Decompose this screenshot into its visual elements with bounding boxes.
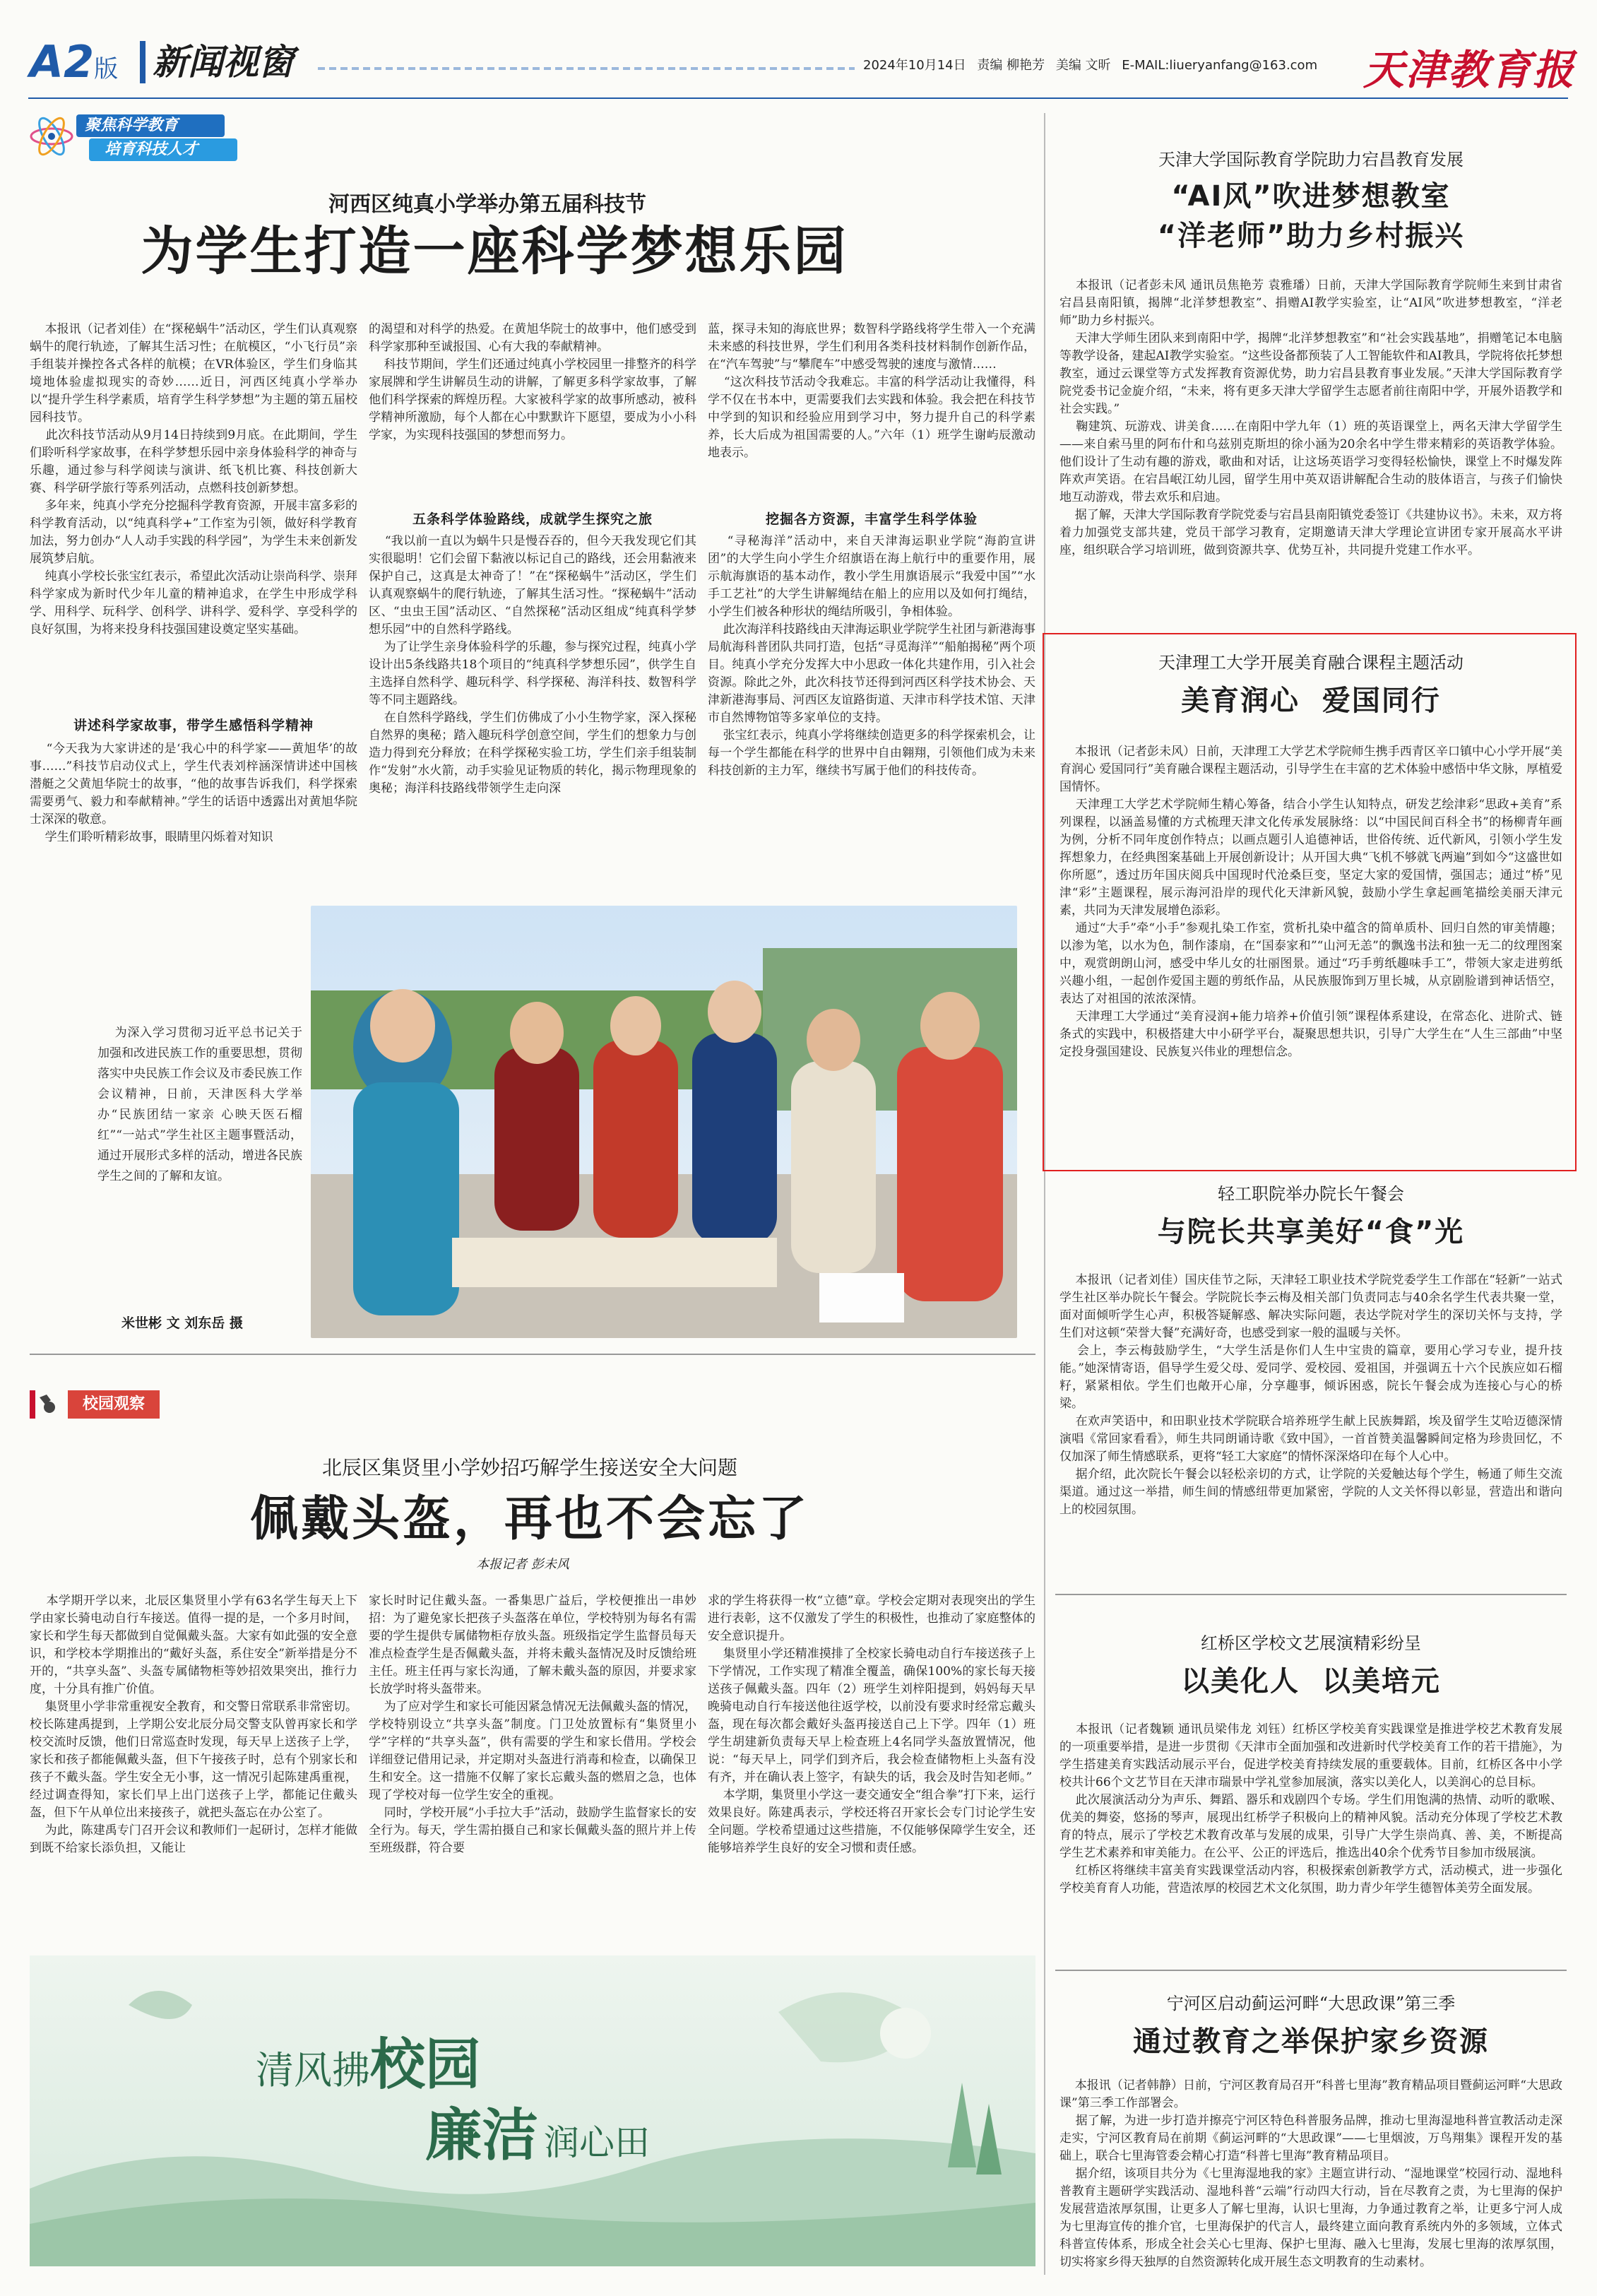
ad-line1: 清风拂校园 [256,2032,481,2097]
campus-kicker: 北辰区集贤里小学妙招巧解学生接送安全大问题 [321,1456,737,1479]
campus-col2: 家长时时记住戴头盔。一番集思广益后，学校便推出一串妙招：为了避免家长把孩子头盔落在单位，学校特别为每名有需要的学生提供专属储物柜存放头盔。班级指定学生监督员每天准点检查学生是否佩戴头盔，并将未戴头盔情况及时反馈给班主任。班主任再与家长沟通，了解未戴头盔的原因，并要求家长放学时将头盔带来。 为了应对学生和家长可能因紧急情况无法佩戴头盔的情况，学校特别设立“共享头盔”制度。门卫处放置标有“集贤里小学”字样的“共享头盔”，供有需要的学生和家长借用。学校会详细登记借用记录，并定期对头盔进行消毒和检查，以确保卫生和安全。这一措施不仅解了家长忘戴头盔的燃眉之急，也体现了学校对每一位学生安全的重视。 同时，学校开展“小手拉大手”活动，鼓励学生监督家长的安全行为。每天，学生需拍摄自己和家长佩戴头盔的照片并上传至班级群，符合要 [369,1594,696,1855]
lead-subhead-1: 讲述科学家故事，带学生感悟科学精神 [73,718,314,733]
right3-body: 本报讯（记者刘佳）国庆佳节之际，天津轻工职业技术学院党委学生工作部在“轻新”一站式学生社区举办院长午餐会。学院院长李云梅及相关部门负责同志与40余名学生代表共聚一堂，面对面倾听学生心声，积极答疑解惑、解决实际问题，表达学院对学生的深切关怀与支持，学生们对这顿“荣誉大餐”充满好奇，也感受到家一般的温暖与关怀。 会上，李云梅鼓励学生，“大学生活是你们人生中宝贵的篇章，要用心学习专业，提升技能。”她深情寄语，倡导学生爱父母、爱同学、爱校园、爱祖国，并强调五十六个民族应如石榴籽，紧紧相依。学生们也敞开心扉，分享趣事，倾诉困惑，院长午餐会成为连接心与心的桥梁。 在欢声笑语中，和田职业技术学院联合培养班学生献上民族舞蹈，埃及留学生艾哈迈德深情演唱《常回家看看》，师生共同朗诵诗歌《致中国》，一首首赞美温馨瞬间定格为珍贵回忆，不仅加深了师生情感联系，更将“轻工大家庭”的情怀深深烙印在每个人心中。 据介绍，此次院长午餐会以轻松亲切的方式，让学院的关爱触达每个学生，畅通了师生交流渠道。通过这一举措，师生间的情感纽带更加紧密，学院的人文关怀得以彰显，营造出和谐向上的校园氛围。 [1059,1273,1562,1517]
right2-kicker: 天津理工大学开展美育融合课程主题活动 [1158,653,1464,673]
campus-col1: 本学期开学以来，北辰区集贤里小学有63名学生每天上下学由家长骑电动自行车接送。值得一提的是，一个多月时间，家长和学生每天都做到自觉佩戴头盔。大家有如此强的安全意识，和学校本学期推出的“戴好头盔，系住安全”新举措是分不开的，“共享头盔”、头盔专属储物柜等妙招效果突出，推行力度，十分具有推广价值。 集贤里小学非常重视安全教育，和交警日常联系非常密切。校长陈建禹提到，上学期公安北辰分局交警支队曾再家长和学校交流时反馈，他们日常巡查时发现，每天早上送孩子上学，家长和孩子都能佩戴头盔，但下午接孩子时，总有个别家长和孩子不戴头盔。学生安全无小事，这一情况引起陈建禹重视，经过调查得知，家长们早上出门送孩子上学，都能记住戴头盔，但下午从单位出来接孩子，就把头盔忘在办公室了。 为此，陈建禹专门召开会议和教师们一起研讨，怎样才能做到既不给家长添负担，又能让 [30,1594,357,1855]
campus-tag-label: 校园观察 [68,1390,160,1419]
right4-headline: 以美化人 以美培元 [1181,1665,1441,1698]
section-name: 新闻视窗 [153,42,294,83]
paper-logo: 天津教育报 [1363,46,1576,94]
lead-col2b: “我以前一直以为蜗牛只是慢吞吞的，但今天我发现它们其实很聪明！它们会留下黏液以标记自己的路线，还会用黏液来保护自己，这真是太神奇了！”在“探秘蜗牛”活动区，学生们认真观察蜗牛的爬行轨迹，了解其生活习性。“探秘蜗牛”活动区、“虫虫王国”活动区、“自然探秘”活动区组成“纯真科学梦想乐园”中的自然科学路线。 为了让学生亲身体验科学的乐趣，参与探究过程，纯真小学设计出5条线路共18个项目的“纯真科学梦想乐园”，供学生自主选择自然科学、趣玩科学、科学探秘、海洋科技、数智科学等不同主题路线。 在自然科学路线，学生们仿佛成了小小生物学家，深入探秘自然界的奥秘；踏入趣玩科学创意空间，学生们的想象力与创造力得到充分释放；在科学探秘实验工坊，学生们亲手组装制作“发射”水火箭，动手实验见证物质的转化，揭示物理现象的奥秘；海洋科技路线带领学生走向深 [369,534,696,795]
lead-col1: 本报讯（记者刘佳）在“探秘蜗牛”活动区，学生们认真观察蜗牛的爬行轨迹，了解其生活习性；在航模区，“小飞行员”亲手组装并操控各式各样的航模；在VR体验区，学生们身临其境地体验虚拟现实的奇妙……近日，河西区纯真小学举办以“提升学生科学素质，培育学生科学梦想”为主题的第五届校园科技节。 此次科技节活动从9月14日持续到9月底。在此期间，学生们聆听科学家故事，在科学梦想乐园中亲身体验科学的神奇与乐趣，通过参与科学阅读与演讲、纸飞机比赛、科技创新大赛、科学研学旅行等系列活动，点燃科技创新梦想。 多年来，纯真小学充分挖掘科学教育资源，开展丰富多彩的科学教育活动，以“纯真科学+”工作室为引领，做好科学教育加法，努力创办“人人动手实践的科学园”，为学生未来创新发展筑梦启航。 纯真小学校长张宝红表示，希望此次活动让崇尚科学、崇拜科学家成为新时代少年儿童的精神追求，在学生中形成学科学、用科学、玩科学、创科学、讲科学、爱科学、享受科学的良好氛围，为将来投身科技强国建设奠定坚实基础。 [30,322,357,637]
lead-col3: 蓝，探寻未知的海底世界；数智科学路线将学生带入一个充满未来感的科技世界，学生们利用各类科技材料制作创新作品，在“汽车驾驶”与“攀爬车”中感受驾驶的速度与激情…… “这次科技节活动令我难忘。丰富的科学活动让我懂得，科学不仅在书本中，更需要我们去实践和体验。我会把在科技节中学到的知识和经验应用到学习中，努力提升自己的科学素养，长大后成为祖国需要的人。”六年（1）班学生谢屿辰激动地表示。 [708,322,1035,460]
photo-caption: 为深入学习贯彻习近平总书记关于加强和改进民族工作的重要思想，贯彻落实中央民族工作会议及市委民族工作会议精神，日前，天津医科大学举办“民族团结一家亲 心映天医石榴红”“一站式”学生社区主题事暨活动，通过开展形式多样的活动，增进各民族学生之间的了解和友谊。 [97,1026,302,1183]
right3-kicker: 轻工职院举办院长午餐会 [1218,1184,1404,1204]
page-number: A2版 [30,36,119,88]
masthead-info: 2024年10月14日 责编 柳艳芳 美编 文昕 E-MAIL:liueryanfang@163.com [863,58,1318,73]
photo-credit: 米世彬 文 刘东岳 摄 [121,1315,243,1331]
lead-headline: 为学生打造一座科学梦想乐园 [141,221,848,282]
atom-icon [28,113,75,160]
banner-line1: 聚焦科学教育 [76,114,225,137]
right5-body: 本报讯（记者韩静）日前，宁河区教育局召开“科普七里海”教育精品项目暨蓟运河畔“大思政课”第三季工作部署会。 据了解，为进一步打造并擦亮宁河区特色科普服务品牌，推动七里海湿地科普宣教活动走深走实，宁河区教育局在前期《蓟运河畔的“大思政课”——七里烟波，万鸟翔集》课程开发的基础上，联合七里海管委会精心打造“科普七里海”教育精品项目。 据介绍，该项目共分为《七里海湿地我的家》主题宣讲行动、“湿地课堂”校园行动、湿地科普教育主题研学实践活动、湿地科普“云端”行动四大行动，旨在尽教育之责，为七里海的保护发展营造浓厚氛围，让更多人了解七里海，认识七里海，力争通过教育之举，让更多宁河人成为七里海宣传的推介官，七里海保护的代言人，最终建立面向教育系统内外的多领域，立体式科普宣传体系，形成全社会关心七里海、保护七里海、融入七里海，发展七里海的浓厚氛围，切实将家乡得天独厚的自然资源转化成开展生态文明教育的生动素材。 [1059,2078,1562,2269]
lead-col3b: “寻秘海洋”活动中，来自天津海运职业学院“海韵宣讲团”的大学生向小学生介绍旗语在海上航行中的重要作用，展示航海旗语的基本动作，教小学生用旗语展示“我爱中国”“水手工艺社”的大学生讲解绳结在船上的应用以及如何打绳结，小学生们被各种形状的绳结所吸引，争相体验。 此次海洋科技路线由天津海运职业学院学生社团与新港海事局航海科普团队共同打造，包括“寻觅海洋”“船舶揭秘”两个项目。纯真小学充分发挥大中小思政一体化共建作用，引入社会资源。除此之外，此次科技节还得到河西区科学技术协会、天津新港海事局、河西区友谊路街道、天津市科学技术馆、天津市自然博物馆等多家单位的支持。 张宝红表示，纯真小学将继续创造更多的科学探索机会，让每一个学生都能在科学的世界中自由翱翔，引领他们成为未来科技创新的主力军，继续书写属于他们的科技传奇。 [708,534,1035,778]
lead-col2: 的渴望和对科学的热爱。在黄旭华院士的故事中，他们感受到科学家那种至诚报国、心有大我的奉献精神。 科技节期间，学生们还通过纯真小学校园里一排整齐的科学家展牌和学生讲解员生动的讲解，了解更多科学家故事，了解他们科学探索的辉煌历程。大家被科学家的故事所感动，被科学精神所激励，每个人都在心中默默许下愿望，要成为小小科学家，为实现科技强国的梦想而努力。 [369,322,696,442]
masthead-dots [318,67,855,70]
right5-headline: 通过教育之举保护家乡资源 [1133,2025,1489,2058]
divider-left [30,1354,1035,1355]
masthead-underline [28,97,1568,99]
right1-headline-1: “AI风”吹进梦想教室 [1171,180,1451,213]
topic-banner [28,112,233,162]
ad-line2: 廉洁 润心田 [425,2102,650,2168]
integrity-ad [30,1955,1035,2266]
right3-headline: 与院长共享美好“食”光 [1157,1216,1465,1248]
right2-body: 本报讯（记者彭未风）日前，天津理工大学艺术学院师生携手西青区辛口镇中心小学开展“美育润心 爱国同行”美育融合课程主题活动，引导学生在丰富的艺术体验中感悟中华文脉，厚植爱国情怀。 天津理工大学艺术学院师生精心筹备，结合小学生认知特点，研发艺绘津彩“思政+美育”系列课程，以涵盖易懂的方式梳理天津文化传承发展脉络：以“中国民间百科全书”的杨柳青年画为例，分析不同年度创作特点；以画点题引人追德神话，世俗传统、近代新风，引领小学生发挥想象力，在经典图案基础上开展创新设计；从开国大典“飞机不够就飞两遍”到如今“这盛世如你所愿”，透过历年国庆阅兵中国现时代沧桑巨变，坚定大家的爱国情，强国志；通过“桥”见津“彩”主题课程，展示海河沿岸的现代化天津新风貌，鼓励小学生拿起画笔描绘美丽天津元素，共同为天津发展增色添彩。 通过“大手”牵“小手”参观扎染工作室，赏析扎染中蕴含的简单质朴、回归自然的审美情趣；以渗为笔，以水为色，制作漆扇，在“国泰家和”“山河无恙”的飘逸书法和独一无二的纹理图案中，观赏朗朗山河，感受中华儿女的壮丽图景。通过“巧手剪纸趣味手工”，带领大家走进剪纸兴趣小组，一起创作爱国主题的剪纸作品，从民族服饰到万里长城，从京剧脸谱到神话悟空，表达了对祖国的浓浓深情。 天津理工大学通过“美育浸润+能力培养+价值引领”课程体系建设，在常态化、进阶式、链条式的实践中，积极搭建大中小研学平台，凝聚思想共识，引导广大学生在“人生三部曲”中坚定投身强国建设、民族复兴伟业的理想信念。 [1059,745,1562,1059]
lead-subhead-2: 五条科学体验路线，成就学生探究之旅 [412,511,653,527]
right1-kicker: 天津大学国际教育学院助力宕昌教育发展 [1158,150,1464,170]
masthead-divider [140,41,146,83]
campus-tag [30,1390,171,1419]
right1-body: 本报讯（记者彭未风 通讯员焦艳芳 袁雅璠）日前，天津大学国际教育学院师生来到甘肃省宕昌县南阳镇，揭牌“北洋梦想教室”、捐赠AI教学实验室，让“AI风”吹进梦想教室，“洋老师”助力乡村振兴。 天津大学师生团队来到南阳中学，揭牌“北洋梦想教室”和“社会实践基地”，捐赠笔记本电脑等教学设备，建起AI教学实验室。“这些设备都预装了人工智能软件和AI教具，学院将依托梦想教室，通过云课堂等方式发挥教育资源优势，助力宕昌县教育事业发展。”天津大学国际教育学院党委书记金旋介绍，“未来，将有更多天津大学留学生志愿者前往南阳中学，开展外语教学和社会实践。” 鞠建筑、玩游戏、讲美食……在南阳中学九年（1）班的英语课堂上，两名天津大学留学生——来自索马里的阿布什和乌兹别克斯坦的徐小涵为20余名中学生带来精彩的英语教学体验。他们设计了生动有趣的游戏，歌曲和对话，让这场英语学习变得轻松愉快，课堂上不时爆发阵阵欢声笑语。在宕昌岷江幼儿园，留学生用中英双语讲解配合生动的肢体语言，与孩子们愉快地互动游戏，带去欢乐和启迪。 据了解，天津大学国际教育学院党委与宕昌县南阳镇党委签订《共建协议书》。未来，双方将着力加强党支部共建，党员干部学习教育，定期邀请天津大学理论宣讲团专家开展高水平讲座，组织联合学习培训班，做到资源共享、优势互补，共同提升党建工作水平。 [1059,278,1562,557]
campus-headline: 佩戴头盔，再也不会忘了 [249,1491,809,1547]
right4-kicker: 红桥区学校文艺展演精彩纷呈 [1201,1633,1421,1653]
right1-headline-2: “洋老师”助力乡村振兴 [1157,220,1465,252]
right-divider-1 [1055,1594,1567,1595]
lead-col1b: “今天我为大家讲述的是‘我心中的科学家——黄旭华’的故事……”科技节启动仪式上，学生代表刘梓涵深情讲述中国核潜艇之父黄旭华院士的故事，“他的故事告诉我们，科学探索需要勇气、毅力和奉献精神。”学生的话语中透露出对黄旭华院士深深的敬意。 学生们聆听精彩故事，眼睛里闪烁着对知识 [30,742,357,844]
news-photo [311,906,1017,1338]
right5-kicker: 宁河区启动蓟运河畔“大思政课”第三季 [1166,1994,1456,2013]
camera-icon [30,1390,64,1419]
masthead [0,0,1597,106]
campus-byline: 本报记者 彭未风 [476,1557,569,1572]
right4-body: 本报讯（记者魏颖 通讯员梁伟龙 刘钰）红桥区学校美育实践课堂是推进学校艺术教育发展的一项重要举措，是进一步贯彻《天津市全面加强和改进新时代学校美育工作的若干措施》，为学生搭建美育实践活动展示平台，促进学校美育持续发展的重要载体。目前，红桥区各中小学校共计66个文艺节目在天津市瑞景中学礼堂参加展演，落实以美化人，以美润心的总目标。 此次展演活动分为声乐、舞蹈、器乐和戏剧四个专场。学生们用饱满的热情、动听的歌喉、优美的舞姿，悠扬的琴声，展现出红桥学子积极向上的精神风貌。活动充分体现了学校艺术教育的特点，展示了学校艺术教育改革与发展的成果，引导广大学生崇尚真、善、美，不断提高学生艺术素养和审美能力。在公平、公正的评选后，推选出40余个优秀节目参加市级展演。 红桥区将继续丰富美育实践课堂活动内容，积极探索创新教学方式，活动模式，进一步强化学校美育育人功能，营造浓厚的校园艺术文化氛围，助力青少年学生德智体美劳全面发展。 [1059,1722,1562,1895]
campus-col3: 求的学生将获得一枚“立德”章。学校会定期对表现突出的学生进行表彰，这不仅激发了学生的积极性，也推动了家庭整体的安全意识提升。 集贤里小学还精准摸排了全校家长骑电动自行车接送孩子上下学情况，工作实现了精准全覆盖，确保100%的家长每天接送孩子佩戴头盔。四年（2）班学生刘梓阳提到，妈妈每天早晚骑电动自行车接送他往返学校，以前没有要求时经常忘戴头盔，现在每次都会戴好头盔再接送自己上下学。四年（1）班学生胡建新负责每天早上检查班上4名同学头盔放置情况，他说：“每天早上，同学们到齐后，我会检查储物柜上头盔有没有齐，并在确认表上签字，有缺失的话，我会及时告知老师。” 本学期，集贤里小学这一妻交通安全“组合拳”打下来，运行效果良好。陈建禹表示，学校还将召开家长会专门讨论学生安全问题。学校希望通过这些措施，不仅能够保障学生安全，还能够培养学生良好的安全习惯和责任感。 [708,1594,1035,1855]
right2-headline: 美育润心 爱国同行 [1181,685,1441,717]
lead-subhead-3: 挖掘各方资源，丰富学生科学体验 [765,511,978,527]
lead-kicker: 河西区纯真小学举办第五届科技节 [328,192,646,217]
photo-caption-box [30,897,1035,1348]
column-divider [1044,113,1045,2275]
banner-line2: 培育科技人才 [89,138,237,161]
right-divider-2 [1055,1970,1567,1971]
